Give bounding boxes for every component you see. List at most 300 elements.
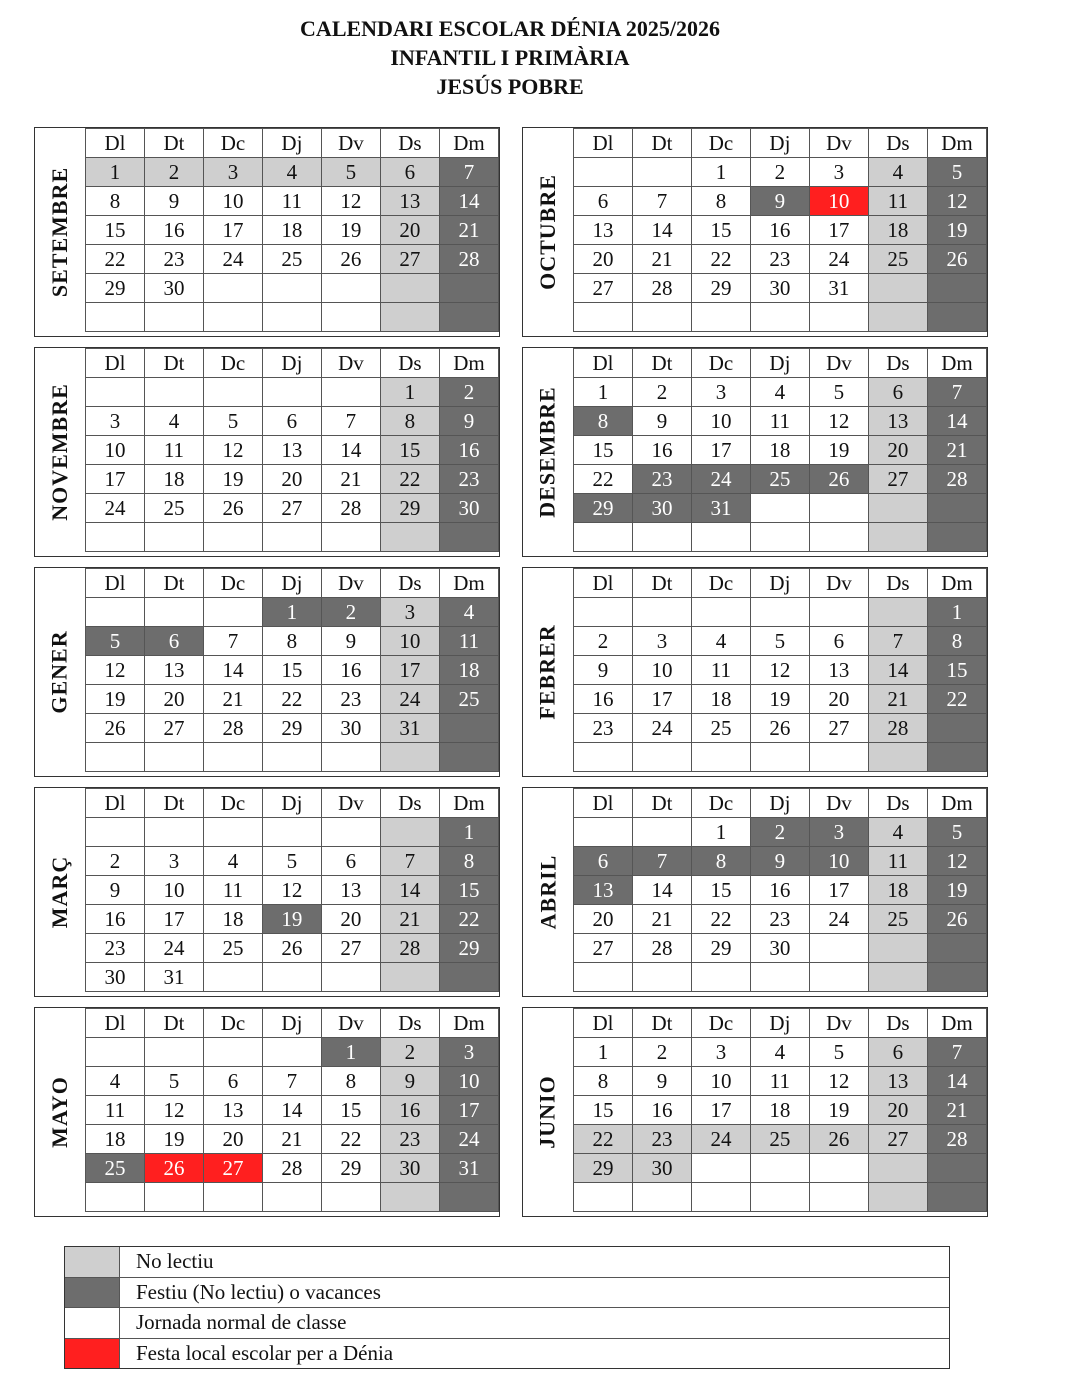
day-cell: 27: [809, 714, 868, 743]
month-table: [573, 568, 987, 772]
month-name: [523, 1008, 573, 1216]
day-cell: 10: [691, 1067, 750, 1096]
empty-cell: [632, 963, 691, 992]
month-desembre: [522, 347, 988, 557]
day-cell: 27: [203, 1154, 262, 1183]
empty-cell: [691, 1154, 750, 1183]
day-cell: 21: [380, 905, 439, 934]
day-cell: 25: [262, 245, 321, 274]
weekday-header: Dm: [927, 789, 986, 818]
week-row: [86, 245, 499, 274]
month-name: [523, 568, 573, 776]
empty-cell: [632, 158, 691, 187]
day-cell: 9: [321, 627, 380, 656]
day-cell: 11: [868, 847, 927, 876]
day-cell: 14: [927, 407, 986, 436]
week-row: [86, 1067, 499, 1096]
weekday-header: Dv: [809, 789, 868, 818]
day-cell: 20: [574, 905, 633, 934]
weekday-header: Dj: [750, 789, 809, 818]
day-cell: 31: [144, 963, 203, 992]
day-cell: 7: [380, 847, 439, 876]
day-cell: 20: [144, 685, 203, 714]
weekday-header: Dv: [321, 129, 380, 158]
day-cell: 21: [927, 1096, 986, 1125]
weekday-header: Dc: [203, 789, 262, 818]
day-cell: 19: [203, 465, 262, 494]
day-cell: 20: [868, 1096, 927, 1125]
day-cell: 11: [86, 1096, 145, 1125]
day-cell: 5: [86, 627, 145, 656]
empty-cell: [927, 523, 986, 552]
day-cell: 7: [439, 158, 498, 187]
empty-cell: [86, 1038, 145, 1067]
empty-cell: [750, 523, 809, 552]
day-cell: 6: [868, 1038, 927, 1067]
day-cell: 13: [574, 876, 633, 905]
day-cell: 8: [380, 407, 439, 436]
empty-cell: [321, 523, 380, 552]
empty-cell: [321, 274, 380, 303]
day-cell: 16: [144, 216, 203, 245]
month-febrer: [522, 567, 988, 777]
day-cell: 6: [574, 847, 633, 876]
month-gener: [34, 567, 500, 777]
month-table: [573, 788, 987, 992]
empty-cell: [809, 934, 868, 963]
weekday-header: Dt: [632, 349, 691, 378]
empty-cell: [439, 963, 498, 992]
empty-cell: [750, 743, 809, 772]
empty-cell: [809, 743, 868, 772]
empty-cell: [262, 303, 321, 332]
day-cell: 10: [691, 407, 750, 436]
empty-cell: [574, 818, 633, 847]
day-cell: 13: [321, 876, 380, 905]
day-cell: 22: [691, 245, 750, 274]
legend-item-festa-local: [65, 1339, 949, 1369]
day-cell: 3: [439, 1038, 498, 1067]
weekday-header: Dv: [809, 1009, 868, 1038]
empty-cell: [439, 303, 498, 332]
week-row: [86, 743, 499, 772]
day-cell: 28: [927, 1125, 986, 1154]
day-cell: 16: [574, 685, 633, 714]
week-row: [574, 963, 987, 992]
weekday-header-row: [86, 1009, 499, 1038]
day-cell: 31: [439, 1154, 498, 1183]
weekday-header: Dc: [691, 129, 750, 158]
empty-cell: [262, 963, 321, 992]
empty-cell: [750, 963, 809, 992]
empty-cell: [927, 714, 986, 743]
day-cell: 4: [86, 1067, 145, 1096]
month-name: [523, 348, 573, 556]
weekday-header: Ds: [380, 349, 439, 378]
day-cell: 5: [262, 847, 321, 876]
week-row: [574, 407, 987, 436]
day-cell: 4: [262, 158, 321, 187]
weekday-header: Dv: [809, 129, 868, 158]
day-cell: 24: [809, 245, 868, 274]
day-cell: 12: [927, 187, 986, 216]
day-cell: 1: [574, 378, 633, 407]
week-row: [574, 1038, 987, 1067]
day-cell: 4: [439, 598, 498, 627]
week-row: [86, 1096, 499, 1125]
empty-cell: [86, 303, 145, 332]
empty-cell: [632, 598, 691, 627]
day-cell: 21: [439, 216, 498, 245]
day-cell: 17: [86, 465, 145, 494]
day-cell: 28: [927, 465, 986, 494]
day-cell: 14: [632, 876, 691, 905]
weekday-header: Dj: [262, 349, 321, 378]
month-table: [85, 128, 499, 332]
empty-cell: [380, 743, 439, 772]
day-cell: 26: [750, 714, 809, 743]
empty-cell: [203, 303, 262, 332]
day-cell: 3: [203, 158, 262, 187]
day-cell: 3: [632, 627, 691, 656]
day-cell: 8: [262, 627, 321, 656]
empty-cell: [574, 598, 633, 627]
day-cell: 17: [203, 216, 262, 245]
day-cell: 6: [144, 627, 203, 656]
day-cell: 4: [868, 818, 927, 847]
week-row: [574, 714, 987, 743]
weekday-header: Dt: [144, 349, 203, 378]
day-cell: 11: [868, 187, 927, 216]
weekday-header: Dj: [750, 1009, 809, 1038]
weekday-header: Dl: [574, 1009, 633, 1038]
day-cell: 16: [380, 1096, 439, 1125]
empty-cell: [439, 743, 498, 772]
weekday-header: Dj: [262, 789, 321, 818]
month-name-label: ABRIL: [535, 854, 560, 930]
day-cell: 23: [439, 465, 498, 494]
day-cell: 22: [380, 465, 439, 494]
day-cell: 26: [144, 1154, 203, 1183]
day-cell: 18: [144, 465, 203, 494]
day-cell: 27: [574, 934, 633, 963]
empty-cell: [927, 494, 986, 523]
weekday-header-row: [574, 569, 987, 598]
weekday-header-row: [574, 1009, 987, 1038]
day-cell: 12: [86, 656, 145, 685]
week-row: [86, 714, 499, 743]
day-cell: 10: [86, 436, 145, 465]
day-cell: 8: [691, 187, 750, 216]
day-cell: 2: [574, 627, 633, 656]
empty-cell: [262, 743, 321, 772]
day-cell: 1: [321, 1038, 380, 1067]
month-mayo: [34, 1007, 500, 1217]
empty-cell: [927, 1154, 986, 1183]
day-cell: 8: [574, 1067, 633, 1096]
empty-cell: [262, 1183, 321, 1212]
day-cell: 25: [439, 685, 498, 714]
day-cell: 9: [439, 407, 498, 436]
week-row: [86, 1125, 499, 1154]
day-cell: 7: [203, 627, 262, 656]
day-cell: 28: [632, 934, 691, 963]
day-cell: 26: [927, 905, 986, 934]
month-name: [35, 788, 85, 996]
empty-cell: [86, 743, 145, 772]
day-cell: 14: [632, 216, 691, 245]
day-cell: 1: [691, 158, 750, 187]
weekday-header: Dt: [144, 129, 203, 158]
day-cell: 6: [321, 847, 380, 876]
empty-cell: [439, 523, 498, 552]
empty-cell: [809, 598, 868, 627]
day-cell: 9: [632, 407, 691, 436]
weekday-header: Dt: [144, 569, 203, 598]
week-row: [574, 847, 987, 876]
day-cell: 9: [632, 1067, 691, 1096]
week-row: [86, 1154, 499, 1183]
day-cell: 17: [809, 876, 868, 905]
day-cell: 24: [439, 1125, 498, 1154]
day-cell: 3: [144, 847, 203, 876]
day-cell: 28: [868, 714, 927, 743]
weekday-header-row: [86, 129, 499, 158]
empty-cell: [868, 598, 927, 627]
day-cell: 2: [144, 158, 203, 187]
day-cell: 30: [439, 494, 498, 523]
month-name-label: SETEMBRE: [47, 166, 73, 298]
week-row: [86, 876, 499, 905]
day-cell: 19: [927, 876, 986, 905]
empty-cell: [809, 303, 868, 332]
day-cell: 18: [750, 1096, 809, 1125]
day-cell: 13: [809, 656, 868, 685]
month-table: [85, 568, 499, 772]
weekday-header: Dt: [144, 789, 203, 818]
day-cell: 19: [144, 1125, 203, 1154]
weekday-header: Dm: [439, 789, 498, 818]
day-cell: 13: [262, 436, 321, 465]
day-cell: 20: [262, 465, 321, 494]
day-cell: 15: [574, 436, 633, 465]
day-cell: 2: [632, 1038, 691, 1067]
day-cell: 27: [574, 274, 633, 303]
day-cell: 24: [691, 465, 750, 494]
day-cell: 27: [262, 494, 321, 523]
weekday-header: Dl: [86, 129, 145, 158]
month-name-label: NOVEMBRE: [47, 383, 72, 521]
weekday-header: Dv: [321, 349, 380, 378]
day-cell: 28: [321, 494, 380, 523]
day-cell: 21: [262, 1125, 321, 1154]
day-cell: 4: [203, 847, 262, 876]
week-row: [86, 685, 499, 714]
day-cell: 27: [868, 465, 927, 494]
empty-cell: [86, 523, 145, 552]
weekday-header: Dm: [927, 569, 986, 598]
empty-cell: [868, 274, 927, 303]
empty-cell: [439, 714, 498, 743]
week-row: [86, 158, 499, 187]
day-cell: 20: [380, 216, 439, 245]
empty-cell: [262, 274, 321, 303]
day-cell: 16: [321, 656, 380, 685]
empty-cell: [927, 963, 986, 992]
day-cell: 19: [809, 1096, 868, 1125]
day-cell: 18: [439, 656, 498, 685]
day-cell: 2: [380, 1038, 439, 1067]
day-cell: 12: [750, 656, 809, 685]
day-cell: 14: [927, 1067, 986, 1096]
day-cell: 10: [632, 656, 691, 685]
day-cell: 13: [380, 187, 439, 216]
day-cell: 14: [380, 876, 439, 905]
day-cell: 15: [574, 1096, 633, 1125]
day-cell: 8: [439, 847, 498, 876]
weekday-header: Dj: [750, 569, 809, 598]
empty-cell: [144, 1183, 203, 1212]
day-cell: 29: [262, 714, 321, 743]
day-cell: 21: [868, 685, 927, 714]
day-cell: 15: [439, 876, 498, 905]
week-row: [86, 656, 499, 685]
empty-cell: [380, 523, 439, 552]
day-cell: 31: [380, 714, 439, 743]
month-name-label: FEBRER: [535, 624, 560, 720]
day-cell: 11: [203, 876, 262, 905]
day-cell: 12: [203, 436, 262, 465]
empty-cell: [144, 743, 203, 772]
day-cell: 15: [380, 436, 439, 465]
weekday-header: Dc: [203, 569, 262, 598]
weekday-header: Dm: [439, 129, 498, 158]
empty-cell: [321, 818, 380, 847]
weekday-header: Ds: [868, 349, 927, 378]
week-row: [574, 876, 987, 905]
day-cell: 7: [868, 627, 927, 656]
day-cell: 30: [380, 1154, 439, 1183]
empty-cell: [750, 303, 809, 332]
empty-cell: [868, 934, 927, 963]
empty-cell: [321, 303, 380, 332]
week-row: [574, 245, 987, 274]
legend: [64, 1246, 950, 1369]
month-table: [85, 788, 499, 992]
month-table: [85, 348, 499, 552]
week-row: [574, 187, 987, 216]
day-cell: 26: [809, 1125, 868, 1154]
week-row: [86, 963, 499, 992]
day-cell: 25: [144, 494, 203, 523]
empty-cell: [86, 818, 145, 847]
week-row: [86, 274, 499, 303]
day-cell: 5: [203, 407, 262, 436]
day-cell: 9: [380, 1067, 439, 1096]
day-cell: 18: [691, 685, 750, 714]
empty-cell: [86, 378, 145, 407]
day-cell: 30: [632, 1154, 691, 1183]
day-cell: 6: [574, 187, 633, 216]
legend-label: Festa local escolar per a Dénia: [136, 1340, 394, 1365]
day-cell: 23: [321, 685, 380, 714]
day-cell: 5: [144, 1067, 203, 1096]
day-cell: 29: [574, 1154, 633, 1183]
day-cell: 4: [144, 407, 203, 436]
day-cell: 18: [868, 216, 927, 245]
week-row: [574, 378, 987, 407]
day-cell: 2: [439, 378, 498, 407]
day-cell: 28: [262, 1154, 321, 1183]
weekday-header-row: [574, 789, 987, 818]
legend-item-jornada-normal: [65, 1308, 949, 1339]
day-cell: 7: [632, 847, 691, 876]
empty-cell: [927, 743, 986, 772]
day-cell: 5: [927, 158, 986, 187]
day-cell: 9: [86, 876, 145, 905]
day-cell: 22: [321, 1125, 380, 1154]
day-cell: 20: [868, 436, 927, 465]
day-cell: 15: [927, 656, 986, 685]
day-cell: 4: [868, 158, 927, 187]
week-row: [86, 303, 499, 332]
weekday-header: Dj: [262, 129, 321, 158]
day-cell: 5: [809, 1038, 868, 1067]
week-row: [86, 1183, 499, 1212]
day-cell: 25: [750, 1125, 809, 1154]
weekday-header: Ds: [380, 1009, 439, 1038]
day-cell: 30: [750, 934, 809, 963]
day-cell: 17: [691, 436, 750, 465]
day-cell: 26: [927, 245, 986, 274]
month-table: [573, 348, 987, 552]
empty-cell: [868, 963, 927, 992]
week-row: [86, 436, 499, 465]
empty-cell: [203, 598, 262, 627]
day-cell: 24: [86, 494, 145, 523]
day-cell: 15: [691, 876, 750, 905]
week-row: [574, 818, 987, 847]
weekday-header: Dt: [632, 129, 691, 158]
day-cell: 2: [750, 818, 809, 847]
weekday-header: Dc: [691, 569, 750, 598]
day-cell: 11: [262, 187, 321, 216]
weekday-header: Dl: [574, 349, 633, 378]
day-cell: 16: [632, 436, 691, 465]
day-cell: 20: [203, 1125, 262, 1154]
empty-cell: [321, 1183, 380, 1212]
day-cell: 4: [750, 378, 809, 407]
day-cell: 15: [691, 216, 750, 245]
day-cell: 3: [809, 818, 868, 847]
day-cell: 1: [262, 598, 321, 627]
day-cell: 17: [809, 216, 868, 245]
week-row: [574, 1067, 987, 1096]
legend-item-no-lectiu: [65, 1247, 949, 1278]
empty-cell: [380, 1183, 439, 1212]
empty-cell: [262, 378, 321, 407]
legend-label: Festiu (No lectiu) o vacances: [136, 1279, 381, 1304]
day-cell: 12: [262, 876, 321, 905]
empty-cell: [321, 743, 380, 772]
weekday-header-row: [86, 349, 499, 378]
empty-cell: [809, 1154, 868, 1183]
day-cell: 12: [927, 847, 986, 876]
day-cell: 18: [750, 436, 809, 465]
day-cell: 31: [691, 494, 750, 523]
month-table: [573, 128, 987, 332]
month-table: [573, 1008, 987, 1212]
